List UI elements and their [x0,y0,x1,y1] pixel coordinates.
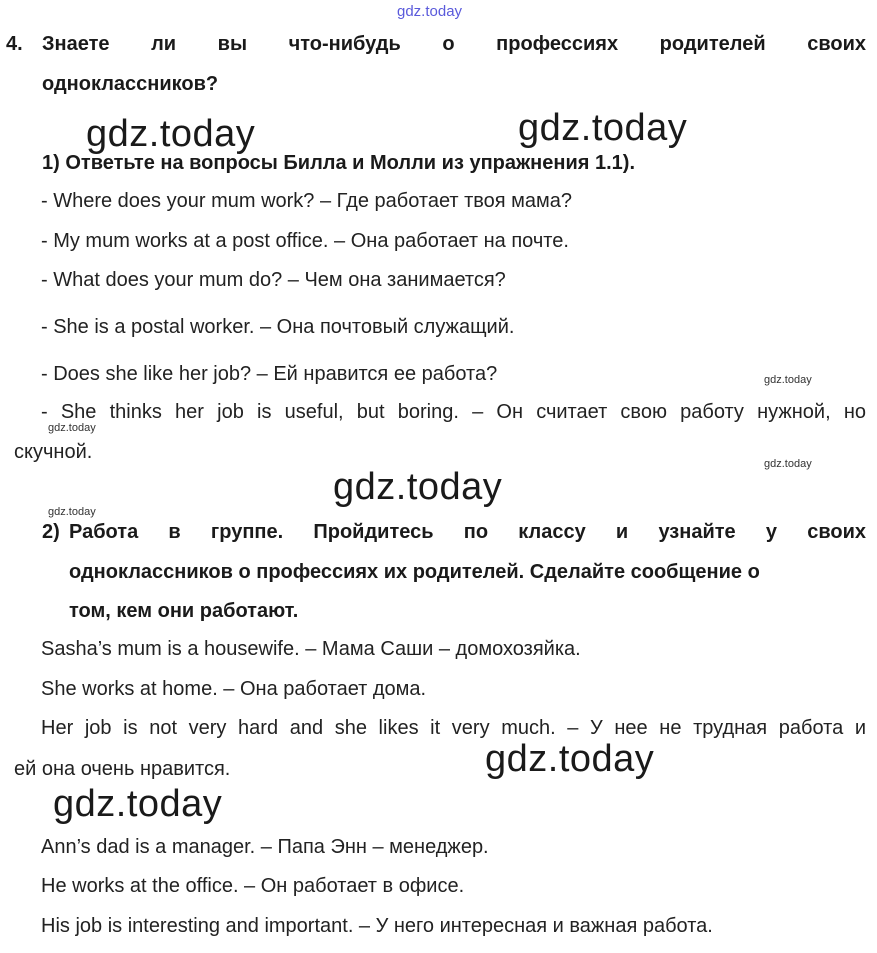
watermark-small-3: gdz.today [764,458,812,470]
watermark-top: gdz.today [397,3,463,20]
part1-line-3: - What does your mum do? – Чем она занимается? [41,269,506,291]
watermark-big-2: gdz.today [518,107,688,149]
watermark-small-2: gdz.today [48,422,96,434]
watermark-big-3: gdz.today [333,466,503,508]
exercise-title-line1: Знаете ли вы что-нибудь о профессиях родителей своих [42,33,866,55]
watermark-big-4: gdz.today [485,738,655,780]
watermark-small-1: gdz.today [764,374,812,386]
part2-line-5: Ann’s dad is a manager. – Папа Энн – менеджер. [41,836,489,858]
part2-heading-line2: одноклассников о профессиях их родителей. Сделайте сообщение о [69,561,760,583]
part1-line-7: скучной. [14,441,93,463]
watermark-small-4: gdz.today [48,506,96,518]
part1-line-1: - Where does your mum work? – Где работает твоя мама? [41,190,573,212]
watermark-big-5: gdz.today [53,783,223,825]
part2-line-6: He works at the office. – Он работает в офисе. [41,875,465,897]
part1-line-5: - Does she like her job? – Ей нравится ее работа? [41,363,498,385]
part1-line-2: - My mum works at a post office. – Она работает на почте. [41,230,569,252]
part2-heading-line1: Работа в группе. Пройдитесь по классу и узнайте у своих [69,521,866,543]
exercise-title-line2: одноклассников? [42,73,219,95]
part2-line-3: Her job is not very hard and she likes it very much. – У нее не трудная работа и [41,717,866,739]
part2-line-4: ей она очень нравится. [14,758,231,780]
exercise-number: 4. [6,33,23,55]
part2-line-2: She works at home. – Она работает дома. [41,678,427,700]
part2-line-1: Sasha’s mum is a housewife. – Мама Саши – домохозяйка. [41,638,581,660]
part2-heading-line3: том, кем они работают. [69,600,299,622]
part1-line-6: - She thinks her job is useful, but boring. – Он считает свою работу нужной, но [41,401,866,423]
part1-line-4: - She is a postal worker. – Она почтовый служащий. [41,316,515,338]
part1-heading: 1) Ответьте на вопросы Билла и Молли из упражнения 1.1). [42,152,635,174]
part2-number: 2) [42,521,60,543]
part2-line-7: His job is interesting and important. – У него интересная и важная работа. [41,915,713,937]
watermark-big-1: gdz.today [86,113,256,155]
